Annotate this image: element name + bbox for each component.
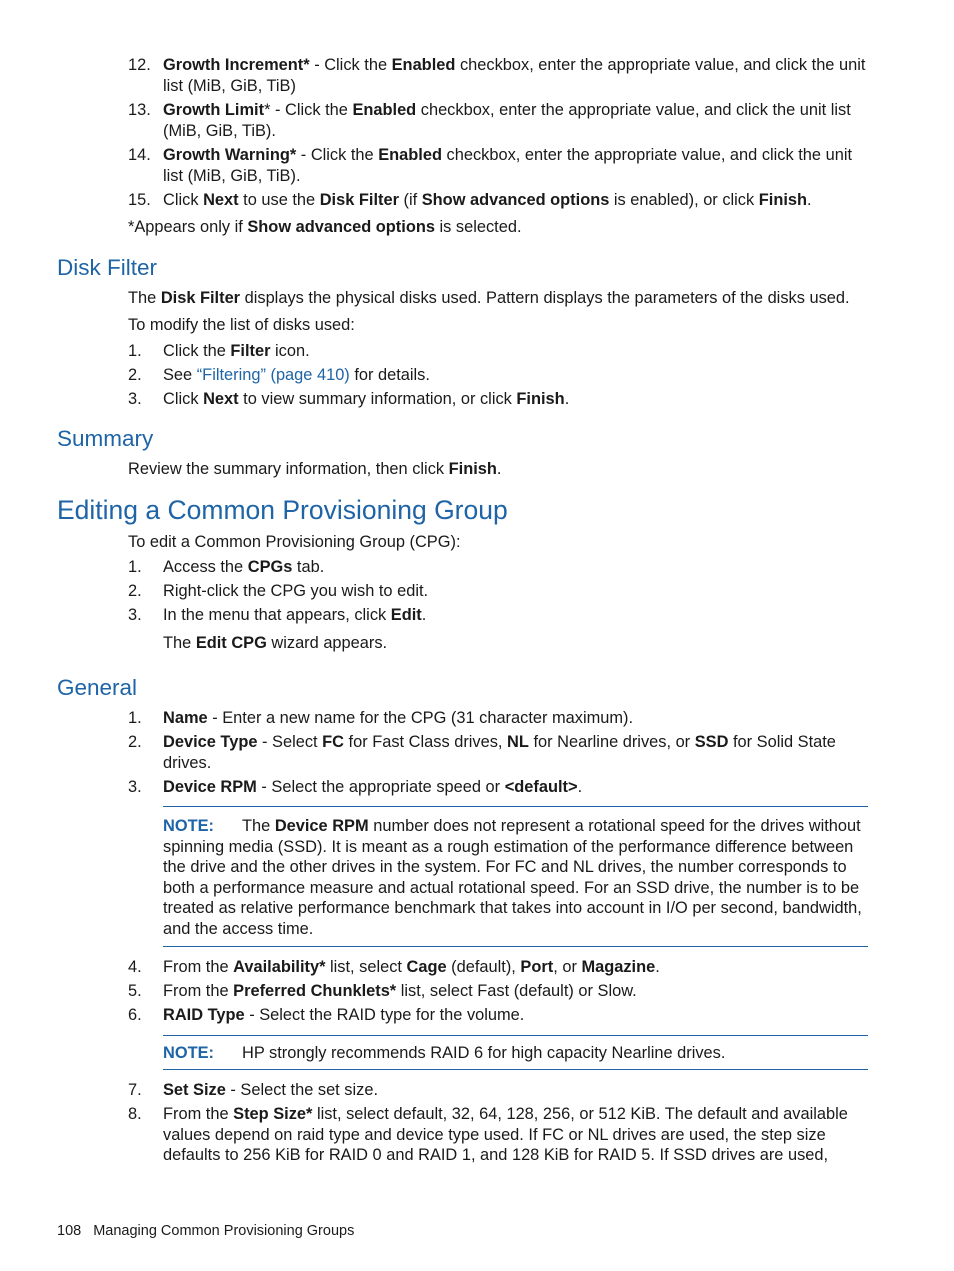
list-number: 15.	[128, 191, 151, 209]
chapter-heading-editing-cpg: Editing a Common Provisioning Group	[57, 495, 508, 525]
list-number: 3.	[128, 390, 142, 408]
bold-term: Preferred Chunklets*	[233, 982, 397, 1000]
bold-term: NL	[507, 733, 529, 751]
text-run: HP strongly recommends RAID 6 for high capacity Nearline drives.	[242, 1044, 726, 1062]
bold-term: Finish	[516, 390, 565, 408]
bold-term: Edit	[390, 606, 422, 624]
text-run: wizard appears.	[266, 634, 388, 652]
text-run: to view summary information, or click	[238, 390, 517, 408]
list-number: 1.	[128, 558, 142, 576]
bold-term: Enabled	[352, 101, 417, 119]
bold-term: Port	[520, 958, 554, 976]
list-text	[163, 341, 868, 362]
list-number: 2.	[128, 366, 142, 384]
bold-term: Finish	[758, 191, 808, 209]
page-number: 108	[57, 1223, 82, 1239]
text-run: .	[655, 958, 660, 976]
text-run: list, select Fast (default) or Slow.	[396, 982, 637, 1000]
text-run: Access the	[163, 558, 248, 576]
text-run: list, select	[325, 958, 407, 976]
list-text	[163, 557, 868, 578]
bold-term: RAID Type	[163, 1006, 245, 1024]
bold-term: Name	[163, 709, 208, 727]
text-run: Review the summary information, then click	[128, 460, 449, 478]
text-run: (default),	[446, 958, 521, 976]
list-number: 12.	[128, 56, 151, 74]
text-run: - Select	[257, 733, 323, 751]
list-text	[163, 957, 868, 978]
text-run: tab.	[292, 558, 325, 576]
bold-term: Filter	[230, 342, 271, 360]
bold-term: Enabled	[391, 56, 456, 74]
text-run: displays the physical disks used. Pattern displays the parameters of the disks used.	[240, 289, 850, 307]
list-text	[163, 190, 868, 211]
list-text	[163, 732, 868, 773]
bold-term: Device RPM	[163, 778, 257, 796]
list-text	[163, 981, 868, 1002]
list-text	[163, 55, 868, 96]
text-run: .	[577, 778, 583, 796]
bold-term: Disk Filter	[319, 191, 399, 209]
note-raid6	[163, 1035, 868, 1070]
list-number: 1.	[128, 342, 142, 360]
text-run: is enabled), or click	[609, 191, 759, 209]
text-run: In the menu that appears, click	[163, 606, 391, 624]
text-run: - Select the RAID type for the volume.	[244, 1006, 525, 1024]
text-run: From the	[163, 1105, 234, 1123]
list-number: 2.	[128, 733, 142, 751]
text-run: checkbox, enter the appropriate value, and click the unit list (MiB, GiB, TiB)	[163, 56, 866, 95]
bold-term: Device Type	[163, 733, 258, 751]
bold-term: Growth Increment*	[163, 56, 310, 74]
text-run: Click the	[163, 342, 231, 360]
list-text	[163, 1005, 868, 1026]
bold-term: Finish	[448, 460, 497, 478]
text-run: to use the	[238, 191, 320, 209]
text-run: for Solid State drives.	[163, 733, 836, 772]
text-run: number does not represent a rotational speed for the drives without spinning media (SSD). It is meant as a rough estimation of the performance difference between the drive and the other drives in the system. For FC and NL drives, the number corresponds to both a performance measure and actual rotational speed. For an SSD drive, the number is to be treated as relative performance benchmark that takes into account in I/O per second, bandwidth, and the access time.	[163, 817, 862, 938]
note-label: NOTE:	[163, 817, 214, 835]
list-number: 13.	[128, 101, 151, 119]
bold-term: Enabled	[378, 146, 442, 164]
bold-term: <default>	[504, 778, 578, 796]
text-run: (if	[398, 191, 422, 209]
text-run: - Select the appropriate speed or	[256, 778, 505, 796]
bold-term: Device RPM	[274, 817, 369, 835]
text-run: To modify the list of disks used:	[128, 316, 355, 334]
list-text	[163, 389, 868, 410]
text-run: Click	[163, 390, 204, 408]
list-text	[163, 708, 868, 729]
list-number: 4.	[128, 958, 142, 976]
text-run: The	[242, 817, 275, 835]
list-text	[163, 100, 868, 141]
text-run: for Nearline drives, or	[528, 733, 695, 751]
text-run: *Appears only if	[128, 218, 248, 236]
bold-term: Next	[203, 390, 239, 408]
text-run: list, select default, 32, 64, 128, 256, or 512 KiB. The default and available values depend on raid type and device type used. If FC or NL drives are used, the step size defaults to 256 KiB for RAID 0 and RAID 1, and 128 KiB for RAID 5. If SSD drives are used,	[163, 1105, 848, 1164]
footnote-appears-only	[128, 217, 868, 238]
list-text	[163, 581, 868, 602]
bold-term: FC	[322, 733, 344, 751]
cross-reference-link[interactable]: “Filtering” (page 410)	[196, 366, 350, 384]
text-run: From the	[163, 958, 234, 976]
text-run: .	[496, 460, 502, 478]
list-number: 14.	[128, 146, 151, 164]
bold-term: Show advanced options	[421, 191, 610, 209]
bold-term: Show advanced options	[247, 218, 435, 236]
list-text	[163, 145, 868, 186]
text-run: .	[564, 390, 570, 408]
note-text	[163, 817, 862, 938]
text-run: checkbox, enter the appropriate value, and click the unit list (MiB, GiB, TiB).	[163, 146, 853, 185]
bold-term: Disk Filter	[160, 289, 241, 307]
list-number: 5.	[128, 982, 142, 1000]
list-number: 6.	[128, 1006, 142, 1024]
list-number: 1.	[128, 709, 142, 727]
text-run: * - Click the	[264, 101, 353, 119]
section-heading-summary: Summary	[57, 426, 154, 451]
text-run: - Click the	[296, 146, 379, 164]
text-run: - Select the set size.	[225, 1081, 378, 1099]
list-number: 8.	[128, 1105, 142, 1123]
bold-term: Magazine	[581, 958, 656, 976]
list-text	[163, 365, 868, 386]
text-run: icon.	[270, 342, 310, 360]
text-run: From the	[163, 982, 234, 1000]
section-heading-disk-filter: Disk Filter	[57, 255, 157, 280]
bold-term: SSD	[694, 733, 729, 751]
bold-term: Availability*	[233, 958, 326, 976]
text-run: The	[163, 634, 196, 652]
bold-term: Growth Limit	[163, 101, 265, 119]
text-run: - Click the	[309, 56, 392, 74]
text-run: for details.	[349, 366, 430, 384]
editing-after-text	[163, 633, 868, 654]
disk-filter-intro	[128, 288, 868, 309]
text-run: See	[163, 366, 197, 384]
page-footer	[57, 1222, 354, 1240]
note-text	[242, 1044, 725, 1062]
list-text	[163, 605, 868, 626]
bold-term: Growth Warning*	[163, 146, 297, 164]
text-run: The	[128, 289, 161, 307]
bold-term: Cage	[406, 958, 447, 976]
text-run: for Fast Class drives,	[344, 733, 508, 751]
list-number: 2.	[128, 582, 142, 600]
text-run: .	[807, 191, 812, 209]
text-run: .	[421, 606, 427, 624]
note-label: NOTE:	[163, 1044, 214, 1062]
text-run: To edit a Common Provisioning Group (CPG):	[128, 533, 461, 551]
text-run: checkbox, enter the appropriate value, and click the unit list (MiB, GiB, TiB).	[163, 101, 851, 140]
bold-term: Set Size	[163, 1081, 226, 1099]
summary-text	[128, 459, 868, 480]
bold-term: Edit CPG	[195, 634, 267, 652]
bold-term: CPGs	[247, 558, 293, 576]
list-text	[163, 777, 868, 798]
list-number: 7.	[128, 1081, 142, 1099]
list-text	[163, 1080, 868, 1101]
list-number: 3.	[128, 606, 142, 624]
list-number: 3.	[128, 778, 142, 796]
text-run: , or	[553, 958, 582, 976]
text-run: - Enter a new name for the CPG (31 character maximum).	[207, 709, 634, 727]
list-text	[163, 1104, 868, 1166]
text-run: is selected.	[434, 218, 522, 236]
text-run: Click	[163, 191, 204, 209]
editing-lead	[128, 532, 868, 553]
chapter-title: Managing Common Provisioning Groups	[93, 1223, 355, 1239]
bold-term: Step Size*	[233, 1105, 313, 1123]
disk-filter-lead	[128, 315, 868, 336]
text-run: Right-click the CPG you wish to edit.	[163, 582, 429, 600]
section-heading-general: General	[57, 675, 138, 700]
bold-term: Next	[203, 191, 239, 209]
note-device-rpm	[163, 806, 868, 947]
